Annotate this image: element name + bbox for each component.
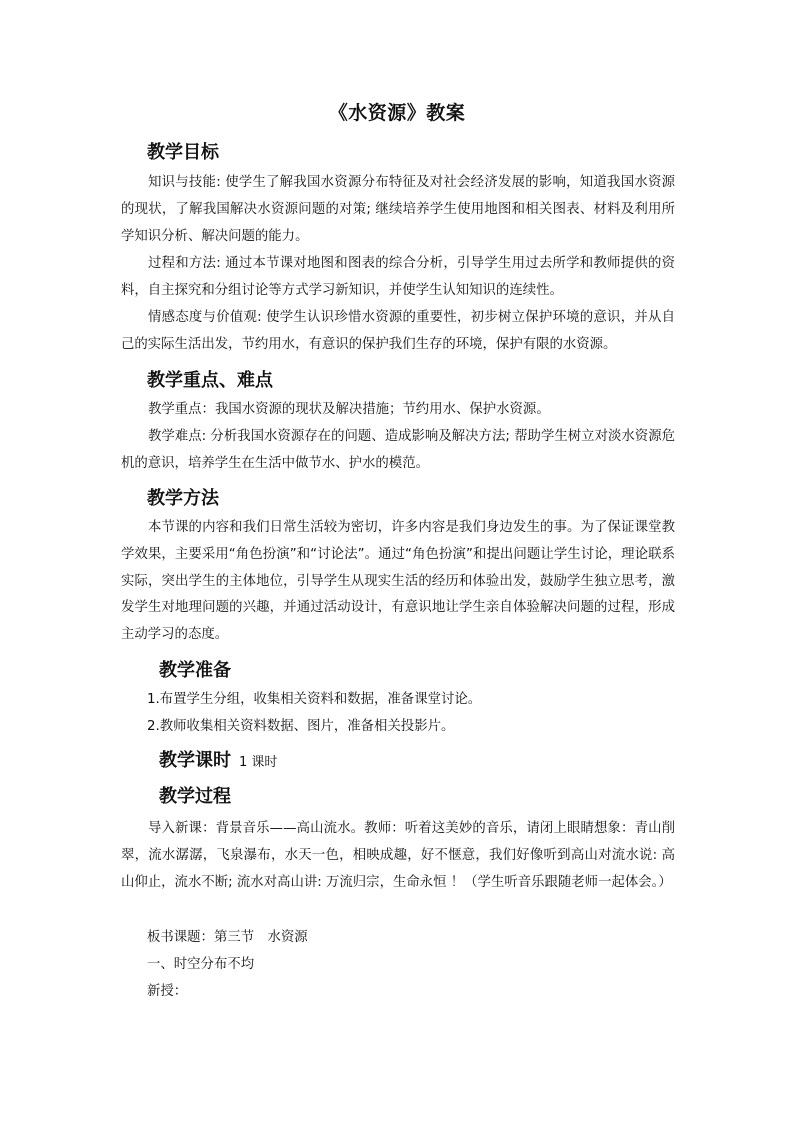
preparation-item: 2.教师收集相关资料数据、图片，准备相关投影片。 xyxy=(147,719,455,734)
heading-hours xyxy=(159,746,277,772)
heading-process: 教学过程 xyxy=(159,786,231,807)
document-title: 《水资源》教案 xyxy=(328,102,466,124)
paragraph-methods: 本节课的内容和我们日常生活较为密切，许多内容是我们身边发生的事。为了保证课堂教学效果，主要采用“角色扮演”和“讨论法”。通过“角色扮演”和提出问题让学生讨论，理论联系实际，突出学生的主体地位，引导学生从现实生活的经历和体验出发，鼓励学生独立思考，激发学生对地理问题的兴趣，并通过活动设计，有意识地让学生亲自体验解决问题的过程，形成主动学习的态度。 xyxy=(121,520,675,643)
heading-key-points: 教学重点、难点 xyxy=(147,370,273,391)
paragraph-process-methods: 过程和方法: 通过本节课对地图和图表的综合分析，引导学生用过去所学和教师提供的资料，自主探究和分组讨论等方式学习新知识，并使学生认知知识的连续性。 xyxy=(121,256,675,298)
heading-objectives: 教学目标 xyxy=(147,142,219,163)
heading-hours-label: 教学课时 xyxy=(159,750,231,771)
paragraph-difficult-point: 教学难点: 分析我国水资源存在的问题、造成影响及解决方法; 帮助学生树立对淡水资源危机的意识，培养学生在生活中做节水、护水的模范。 xyxy=(121,429,675,471)
heading-preparation: 教学准备 xyxy=(159,660,231,681)
paragraph-attitude-values: 情感态度与价值观: 使学生认识珍惜水资源的重要性，初步树立保护环境的意识，并从自己的实际生活出发，节约用水，有意识的保护我们生存的环境，保护有限的水资源。 xyxy=(121,310,675,352)
new-lesson-label: 新授： xyxy=(147,984,188,999)
hours-value: 1 课时 xyxy=(239,755,278,770)
heading-methods: 教学方法 xyxy=(147,488,219,509)
paragraph-introduction: 导入新课：背景音乐——高山流水。教师：听着这美妙的音乐，请闭上眼睛想象：青山削翠，流水潺潺，飞泉瀑布，水天一色，相映成趣，好不惬意，我们好像听到高山对流水说: 高山仰止，流水不断; 流水对高山讲: 万流归宗，生命永恒 ！（学生听音乐跟随老师一起体会。） xyxy=(121,821,675,890)
paragraph-knowledge-skills: 知识与技能: 使学生了解我国水资源分布特征及对社会经济发展的影响，知道我国水资源的现状，了解我国解决水资源问题的对策; 继续培养学生使用地图和相关图表、材料及利用所学知识分析、解决问题的能力。 xyxy=(121,175,675,244)
preparation-item: 1.布置学生分组，收集相关资料和数据，准备课堂讨论。 xyxy=(147,692,482,707)
paragraph-key-point: 教学重点：我国水资源的现状及解决措施；节约用水、保护水资源。 xyxy=(148,402,550,417)
subheading-distribution: 一、时空分布不均 xyxy=(147,957,255,972)
board-title: 板书课题：第三节 水资源 xyxy=(147,930,308,945)
